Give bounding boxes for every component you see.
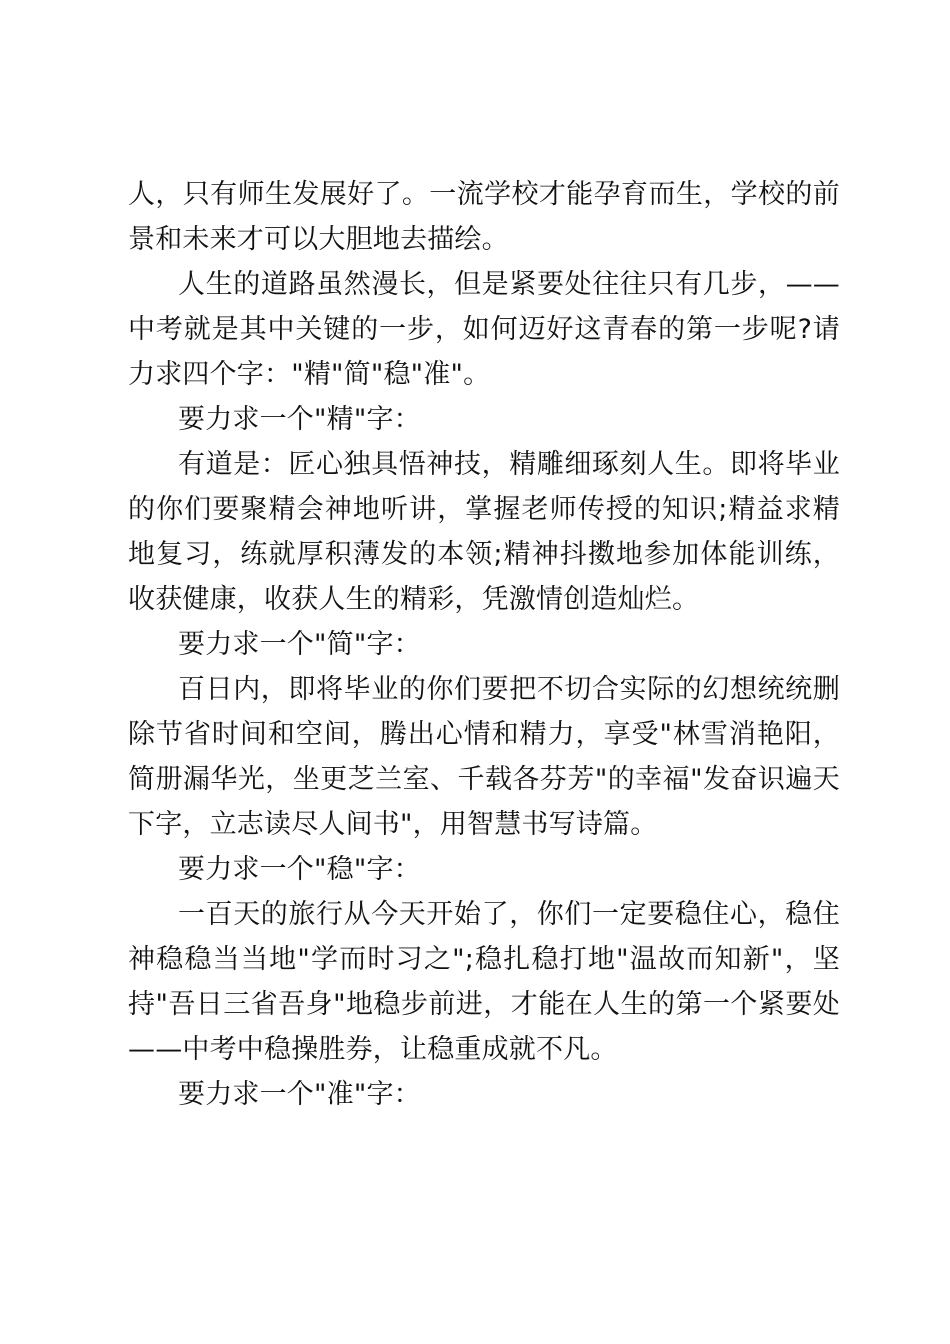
section-heading: 要力求一个"简"字： — [178, 629, 421, 660]
paragraph: 有道是：匠心独具悟神技，精雕细琢刻人生。即将毕业的你们要聚精会神地听讲，掌握老师传授的知识;精益求精地复习，练就厚积薄发的本领;精神抖擞地参加体能训练，收获健康，收获人生的精彩，凭激情创造灿烂。 — [128, 449, 840, 615]
paragraph: 人生的道路虽然漫长，但是紧要处往往只有几步，——中考就是其中关键的一步，如何迈好这青春的第一步呢?请力求四个字："精"简"稳"准"。 — [128, 269, 840, 390]
paragraph: 一百天的旅行从今天开始了，你们一定要稳住心，稳住神稳稳当当地"学而时习之";稳扎稳打地"温故而知新"，坚持"吾日三省吾身"地稳步前进，才能在人生的第一个紧要处——中考中稳操胜券，让稳重成就不凡。 — [128, 899, 840, 1065]
paragraph: 百日内，即将毕业的你们要把不切合实际的幻想统统删除节省时间和空间，腾出心情和精力，享受"林雪消艳阳，简册漏华光，坐更芝兰室、千载各芬芳"的幸福"发奋识遍天下字，立志读尽人间书"，用智慧书写诗篇。 — [128, 674, 840, 840]
paragraph: 人，只有师生发展好了。一流学校才能孕育而生，学校的前景和未来才可以大胆地去描绘。 — [128, 179, 840, 255]
section-heading: 要力求一个"稳"字： — [178, 854, 421, 885]
body-text — [128, 172, 840, 1117]
section-heading: 要力求一个"准"字： — [178, 1079, 421, 1110]
section-heading: 要力求一个"精"字： — [178, 404, 421, 435]
